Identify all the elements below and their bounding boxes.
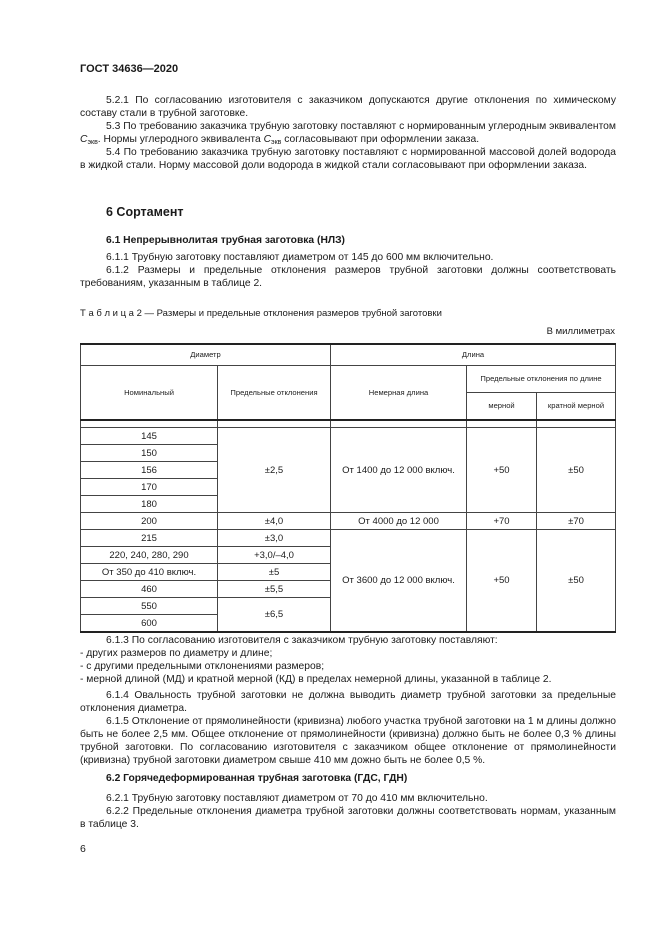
section-6-2-heading: 6.2 Горячедеформированная трубная заготовка (ГДС, ГДН) bbox=[106, 773, 408, 784]
paragraph-5-2-1: 5.2.1 По согласованию изготовителя с заказчиком допускаются другие отклонения по химическому составу стали в трубной заготовке. bbox=[80, 95, 616, 119]
cell-diameter: 170 bbox=[81, 479, 218, 496]
cell-diameter: 550 bbox=[81, 598, 218, 615]
cell-length: От 3600 до 12 000 включ. bbox=[331, 530, 467, 633]
cell-diameter: От 350 до 410 включ. bbox=[81, 564, 218, 581]
list-item: - с другими предельными отклонениями размеров; bbox=[80, 661, 325, 672]
cell-deviation: ±5,5 bbox=[218, 581, 331, 598]
paragraph-6-1-2: 6.1.2 Размеры и предельные отклонения размеров трубной заготовки должны соответствовать требованиям, указанным в таблице 2. bbox=[80, 265, 616, 289]
cell-deviation: ±4,0 bbox=[218, 513, 331, 530]
cell-diameter: 460 bbox=[81, 581, 218, 598]
list-item: - других размеров по диаметру и длине; bbox=[80, 648, 273, 659]
header-diameter: Диаметр bbox=[81, 344, 331, 366]
cell-deviation: ±6,5 bbox=[218, 598, 331, 633]
cell-diameter: 600 bbox=[81, 615, 218, 633]
running-header: ГОСТ 34636—2020 bbox=[80, 63, 179, 75]
cell-diameter: 220, 240, 280, 290 bbox=[81, 547, 218, 564]
cell-multiple: ±50 bbox=[537, 530, 616, 633]
cell-multiple: ±70 bbox=[537, 513, 616, 530]
header-nominal: Номинальный bbox=[81, 366, 218, 421]
cell-measured: +70 bbox=[467, 513, 537, 530]
paragraph-6-2-1: 6.2.1 Трубную заготовку поставляют диаметром от 70 до 410 мм включительно. bbox=[106, 793, 488, 804]
cell-measured: +50 bbox=[467, 530, 537, 633]
table-2 bbox=[80, 343, 616, 633]
paragraph-5-3: 5.3 По требованию заказчика трубную заготовку поставляют с нормированным углеродным эквивалентом $C_{экв}$. Нормы углеродного эквивалента $C_{экв}$ согласовывают при оформлении заказа. bbox=[80, 121, 616, 146]
cell-deviation: ±2,5 bbox=[218, 428, 331, 513]
cell-deviation: +3,0/–4,0 bbox=[218, 547, 331, 564]
cell-deviation: ±5 bbox=[218, 564, 331, 581]
paragraph-6-1-4: 6.1.4 Овальность трубной заготовки не должна выводить диаметр трубной заготовки за предельные отклонения диаметра. bbox=[80, 690, 616, 714]
header-length: Длина bbox=[331, 344, 616, 366]
paragraph-5-4: 5.4 По требованию заказчика трубную заготовку поставляют с нормированной массовой долей водорода в жидкой стали. Норму массовой доли водорода в жидкой стали согласовывают при оформлении заказа. bbox=[80, 147, 616, 171]
cell-deviation: ±3,0 bbox=[218, 530, 331, 547]
header-random-length: Немерная длина bbox=[331, 366, 467, 421]
cell-diameter: 200 bbox=[81, 513, 218, 530]
units-note: В миллиметрах bbox=[546, 326, 615, 337]
paragraph-6-1-5: 6.1.5 Отклонение от прямолинейности (кривизна) любого участка трубной заготовки на 1 м длины должно быть не более 2,5 мм. Общее отклонение от прямолинейности (кривизна) должно быть не более 0,3 % длины трубной заготовки. По согласованию изготовителя с заказчиком общее отклонение от прямолинейности (кривизна) трубной заготовки диаметром свыше 410 мм дожно быть не более 0,5 %. bbox=[80, 716, 616, 766]
paragraph-6-1-1: 6.1.1 Трубную заготовку поставляют диаметром от 145 до 600 мм включительно. bbox=[106, 252, 494, 263]
section-6-heading: 6 Сортамент bbox=[106, 205, 184, 219]
cell-multiple: ±50 bbox=[537, 428, 616, 513]
list-item: - мерной длиной (МД) и кратной мерной (КД) в пределах немерной длины, указанной в таблице 2. bbox=[80, 674, 552, 685]
page-number: 6 bbox=[80, 843, 86, 855]
cell-diameter: 180 bbox=[81, 496, 218, 513]
section-6-1-heading: 6.1 Непрерывнолитая трубная заготовка (НЛЗ) bbox=[106, 235, 345, 246]
cell-length: От 4000 до 12 000 bbox=[331, 513, 467, 530]
table-caption: Т а б л и ц а 2 — Размеры и предельные отклонения размеров трубной заготовки bbox=[80, 308, 442, 319]
header-measured: мерной bbox=[467, 393, 537, 421]
cell-diameter: 156 bbox=[81, 462, 218, 479]
cell-diameter: 215 bbox=[81, 530, 218, 547]
paragraph-6-1-3: 6.1.3 По согласованию изготовителя с заказчиком трубную заготовку поставляют: bbox=[106, 635, 498, 646]
cell-measured: +50 bbox=[467, 428, 537, 513]
paragraph-6-2-2: 6.2.2 Предельные отклонения диаметра трубной заготовки должны соответствовать нормам, указанным в таблице 3. bbox=[80, 806, 616, 830]
header-limit-deviations: Предельные отклонения bbox=[218, 366, 331, 421]
header-multiple: кратной мерной bbox=[537, 393, 616, 421]
cell-diameter: 145 bbox=[81, 428, 218, 445]
cell-length: От 1400 до 12 000 включ. bbox=[331, 428, 467, 513]
cell-diameter: 150 bbox=[81, 445, 218, 462]
header-length-deviations: Предельные отклонения по длине bbox=[467, 366, 616, 393]
